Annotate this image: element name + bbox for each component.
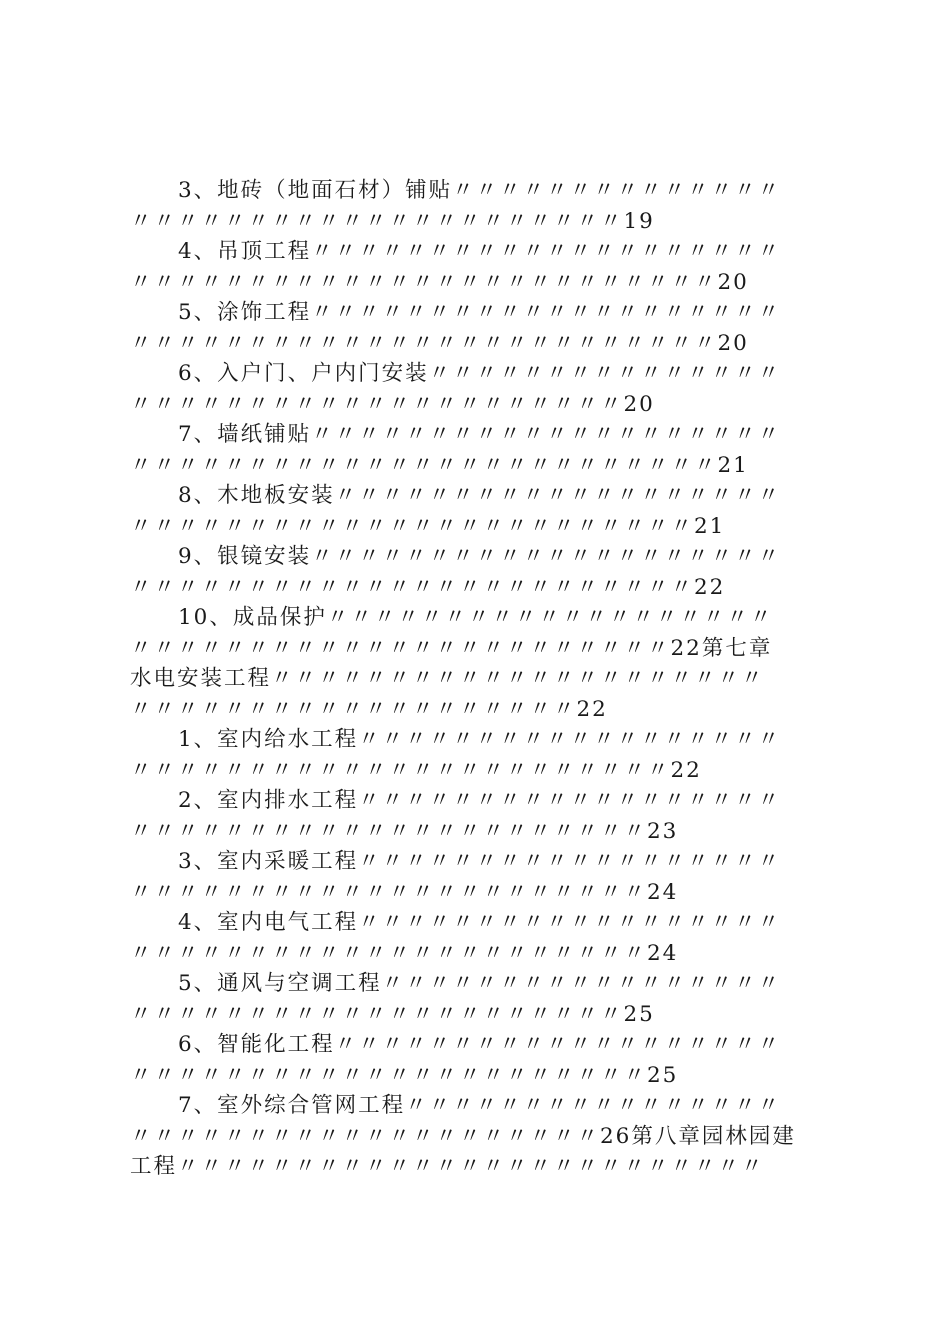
- toc-line: 3、室内采暖工程〃〃〃〃〃〃〃〃〃〃〃〃〃〃〃〃〃〃: [178, 849, 782, 874]
- toc-line: 〃〃〃〃〃〃〃〃〃〃〃〃〃〃〃〃〃〃〃〃〃〃〃〃22: [130, 574, 726, 600]
- toc-line: 〃〃〃〃〃〃〃〃〃〃〃〃〃〃〃〃〃〃〃〃〃〃〃〃〃20: [130, 269, 749, 295]
- toc-line: 〃〃〃〃〃〃〃〃〃〃〃〃〃〃〃〃〃〃〃〃〃〃〃〃21: [130, 513, 726, 539]
- toc-line: 〃〃〃〃〃〃〃〃〃〃〃〃〃〃〃〃〃〃〃〃〃〃24: [130, 940, 679, 966]
- table-of-contents: [130, 176, 830, 1183]
- toc-line: 1、室内给水工程〃〃〃〃〃〃〃〃〃〃〃〃〃〃〃〃〃〃: [178, 727, 782, 752]
- toc-line: 〃〃〃〃〃〃〃〃〃〃〃〃〃〃〃〃〃〃〃〃〃〃〃22: [130, 757, 702, 783]
- toc-line: 3、地砖（地面石材）铺贴〃〃〃〃〃〃〃〃〃〃〃〃〃〃: [178, 178, 782, 203]
- toc-line: 〃〃〃〃〃〃〃〃〃〃〃〃〃〃〃〃〃〃〃〃〃〃24: [130, 879, 679, 905]
- toc-line: 9、银镜安装〃〃〃〃〃〃〃〃〃〃〃〃〃〃〃〃〃〃〃〃: [178, 544, 782, 569]
- toc-line: 工程〃〃〃〃〃〃〃〃〃〃〃〃〃〃〃〃〃〃〃〃〃〃〃〃〃: [130, 1154, 765, 1179]
- toc-line: 4、室内电气工程〃〃〃〃〃〃〃〃〃〃〃〃〃〃〃〃〃〃: [178, 910, 782, 935]
- toc-line: 8、木地板安装〃〃〃〃〃〃〃〃〃〃〃〃〃〃〃〃〃〃〃: [178, 483, 782, 508]
- toc-line: 〃〃〃〃〃〃〃〃〃〃〃〃〃〃〃〃〃〃〃〃〃〃23: [130, 818, 679, 844]
- toc-line: 〃〃〃〃〃〃〃〃〃〃〃〃〃〃〃〃〃〃〃〃〃〃〃〃〃21: [130, 452, 749, 478]
- toc-line: 10、成品保护〃〃〃〃〃〃〃〃〃〃〃〃〃〃〃〃〃〃〃: [178, 605, 774, 630]
- toc-line: 2、室内排水工程〃〃〃〃〃〃〃〃〃〃〃〃〃〃〃〃〃〃: [178, 788, 782, 813]
- toc-line: 6、入户门、户内门安装〃〃〃〃〃〃〃〃〃〃〃〃〃〃〃: [178, 361, 782, 386]
- toc-line: 〃〃〃〃〃〃〃〃〃〃〃〃〃〃〃〃〃〃〃〃〃25: [130, 1001, 655, 1027]
- toc-line: 5、通风与空调工程〃〃〃〃〃〃〃〃〃〃〃〃〃〃〃〃〃: [178, 971, 782, 996]
- toc-line: 〃〃〃〃〃〃〃〃〃〃〃〃〃〃〃〃〃〃〃〃〃20: [130, 391, 655, 417]
- toc-line: 水电安装工程〃〃〃〃〃〃〃〃〃〃〃〃〃〃〃〃〃〃〃〃〃: [130, 666, 765, 691]
- toc-line: 4、吊顶工程〃〃〃〃〃〃〃〃〃〃〃〃〃〃〃〃〃〃〃〃: [178, 239, 782, 264]
- toc-line: 5、涂饰工程〃〃〃〃〃〃〃〃〃〃〃〃〃〃〃〃〃〃〃〃: [178, 300, 782, 325]
- toc-line: 7、墙纸铺贴〃〃〃〃〃〃〃〃〃〃〃〃〃〃〃〃〃〃〃〃: [178, 422, 782, 447]
- toc-line: 〃〃〃〃〃〃〃〃〃〃〃〃〃〃〃〃〃〃〃〃〃〃〃〃〃20: [130, 330, 749, 356]
- toc-line: 〃〃〃〃〃〃〃〃〃〃〃〃〃〃〃〃〃〃〃〃〃19: [130, 208, 655, 234]
- toc-line: 〃〃〃〃〃〃〃〃〃〃〃〃〃〃〃〃〃〃〃〃〃〃25: [130, 1062, 679, 1088]
- toc-line: 〃〃〃〃〃〃〃〃〃〃〃〃〃〃〃〃〃〃〃〃26第八章园林园建: [130, 1123, 796, 1149]
- toc-line: 7、室外综合管网工程〃〃〃〃〃〃〃〃〃〃〃〃〃〃〃〃: [178, 1093, 782, 1118]
- toc-line: 6、智能化工程〃〃〃〃〃〃〃〃〃〃〃〃〃〃〃〃〃〃〃: [178, 1032, 782, 1057]
- toc-line: 〃〃〃〃〃〃〃〃〃〃〃〃〃〃〃〃〃〃〃22: [130, 696, 608, 722]
- toc-line: 〃〃〃〃〃〃〃〃〃〃〃〃〃〃〃〃〃〃〃〃〃〃〃22第七章: [130, 635, 773, 661]
